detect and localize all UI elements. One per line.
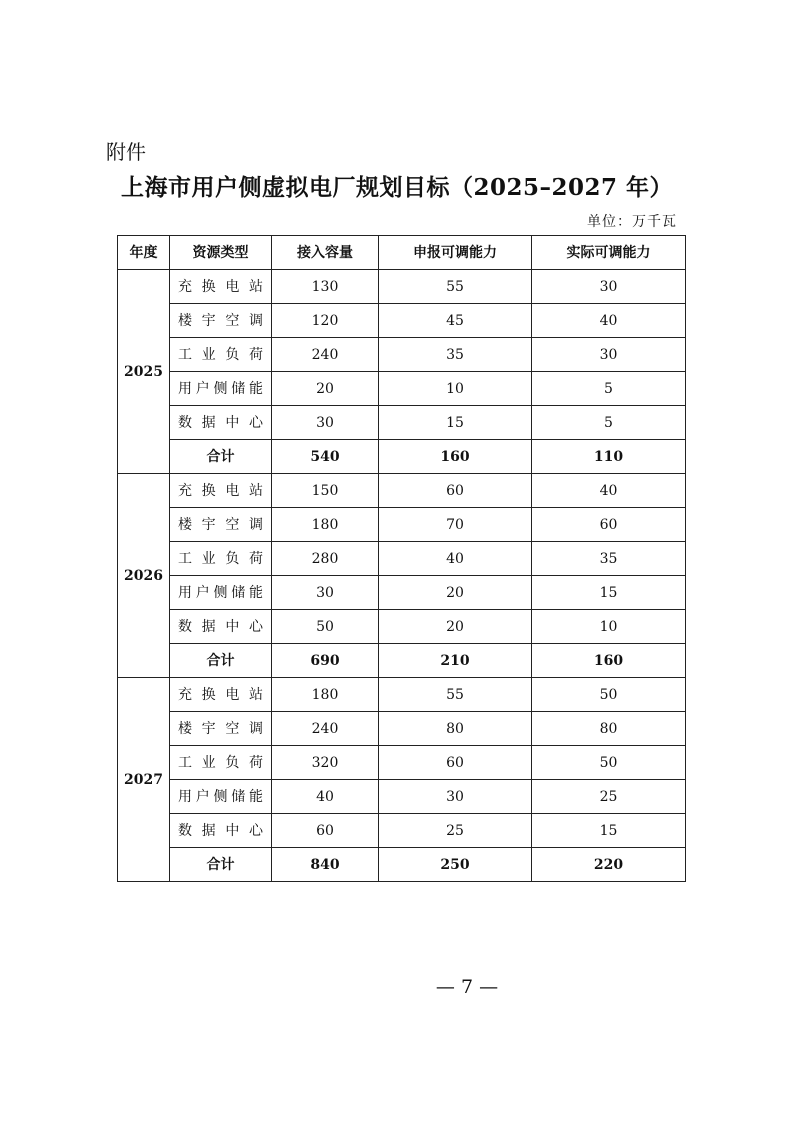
capacity-cell: 180: [272, 508, 379, 542]
total-label: 合计: [170, 848, 272, 882]
total-row: [118, 848, 686, 882]
total-row: [118, 644, 686, 678]
declared-cell: 35: [379, 338, 532, 372]
capacity-cell: 30: [272, 576, 379, 610]
actual-cell: 35: [532, 542, 686, 576]
actual-cell: 40: [532, 304, 686, 338]
actual-cell: 15: [532, 814, 686, 848]
total-declared: 250: [379, 848, 532, 882]
table-row: [118, 406, 686, 440]
resource-type-cell: 充换电站: [170, 474, 272, 508]
header-resource-type: 资源类型: [170, 236, 272, 270]
table-row: [118, 712, 686, 746]
resource-type-cell: 用户侧储能: [170, 780, 272, 814]
capacity-cell: 50: [272, 610, 379, 644]
total-row: [118, 440, 686, 474]
planning-targets-table: [117, 235, 686, 882]
resource-type-cell: 数据中心: [170, 610, 272, 644]
capacity-cell: 240: [272, 338, 379, 372]
total-actual: 110: [532, 440, 686, 474]
capacity-cell: 320: [272, 746, 379, 780]
table-row: [118, 542, 686, 576]
total-actual: 160: [532, 644, 686, 678]
resource-type-cell: 工业负荷: [170, 338, 272, 372]
resource-type-cell: 充换电站: [170, 270, 272, 304]
resource-type-cell: 楼宇空调: [170, 508, 272, 542]
declared-cell: 60: [379, 474, 532, 508]
declared-cell: 20: [379, 610, 532, 644]
actual-cell: 50: [532, 746, 686, 780]
capacity-cell: 30: [272, 406, 379, 440]
table-header-row: [118, 236, 686, 270]
declared-cell: 30: [379, 780, 532, 814]
page-number: — 7 —: [435, 976, 499, 998]
header-actual-capability: 实际可调能力: [532, 236, 686, 270]
resource-type-cell: 数据中心: [170, 406, 272, 440]
resource-type-cell: 楼宇空调: [170, 304, 272, 338]
actual-cell: 30: [532, 270, 686, 304]
declared-cell: 20: [379, 576, 532, 610]
capacity-cell: 150: [272, 474, 379, 508]
resource-type-cell: 用户侧储能: [170, 576, 272, 610]
capacity-cell: 20: [272, 372, 379, 406]
actual-cell: 25: [532, 780, 686, 814]
declared-cell: 80: [379, 712, 532, 746]
attachment-label: 附件: [106, 140, 146, 164]
capacity-cell: 280: [272, 542, 379, 576]
actual-cell: 40: [532, 474, 686, 508]
declared-cell: 55: [379, 678, 532, 712]
declared-cell: 15: [379, 406, 532, 440]
total-declared: 160: [379, 440, 532, 474]
table-row: [118, 270, 686, 304]
resource-type-cell: 工业负荷: [170, 542, 272, 576]
capacity-cell: 60: [272, 814, 379, 848]
resource-type-cell: 楼宇空调: [170, 712, 272, 746]
actual-cell: 60: [532, 508, 686, 542]
total-label: 合计: [170, 644, 272, 678]
declared-cell: 45: [379, 304, 532, 338]
actual-cell: 10: [532, 610, 686, 644]
actual-cell: 5: [532, 406, 686, 440]
table-row: [118, 610, 686, 644]
header-declared-capability: 申报可调能力: [379, 236, 532, 270]
declared-cell: 10: [379, 372, 532, 406]
capacity-cell: 130: [272, 270, 379, 304]
resource-type-cell: 用户侧储能: [170, 372, 272, 406]
resource-type-cell: 充换电站: [170, 678, 272, 712]
declared-cell: 60: [379, 746, 532, 780]
total-capacity: 690: [272, 644, 379, 678]
header-capacity: 接入容量: [272, 236, 379, 270]
declared-cell: 70: [379, 508, 532, 542]
table-row: [118, 678, 686, 712]
capacity-cell: 120: [272, 304, 379, 338]
table-row: [118, 338, 686, 372]
year-cell: 2027: [118, 678, 170, 882]
declared-cell: 25: [379, 814, 532, 848]
total-actual: 220: [532, 848, 686, 882]
year-cell: 2026: [118, 474, 170, 678]
actual-cell: 80: [532, 712, 686, 746]
resource-type-cell: 工业负荷: [170, 746, 272, 780]
unit-label: 单位：万千瓦: [587, 214, 677, 230]
table-row: [118, 304, 686, 338]
table-row: [118, 474, 686, 508]
table-row: [118, 372, 686, 406]
header-year: 年度: [118, 236, 170, 270]
total-capacity: 840: [272, 848, 379, 882]
table-row: [118, 780, 686, 814]
actual-cell: 5: [532, 372, 686, 406]
total-label: 合计: [170, 440, 272, 474]
table-body: [118, 270, 686, 882]
actual-cell: 50: [532, 678, 686, 712]
total-declared: 210: [379, 644, 532, 678]
capacity-cell: 180: [272, 678, 379, 712]
table-row: [118, 814, 686, 848]
actual-cell: 30: [532, 338, 686, 372]
declared-cell: 40: [379, 542, 532, 576]
total-capacity: 540: [272, 440, 379, 474]
document-title: 上海市用户侧虚拟电厂规划目标（2025–2027 年）: [120, 174, 674, 201]
capacity-cell: 40: [272, 780, 379, 814]
actual-cell: 15: [532, 576, 686, 610]
capacity-cell: 240: [272, 712, 379, 746]
table-row: [118, 576, 686, 610]
table-row: [118, 508, 686, 542]
year-cell: 2025: [118, 270, 170, 474]
declared-cell: 55: [379, 270, 532, 304]
resource-type-cell: 数据中心: [170, 814, 272, 848]
table-row: [118, 746, 686, 780]
